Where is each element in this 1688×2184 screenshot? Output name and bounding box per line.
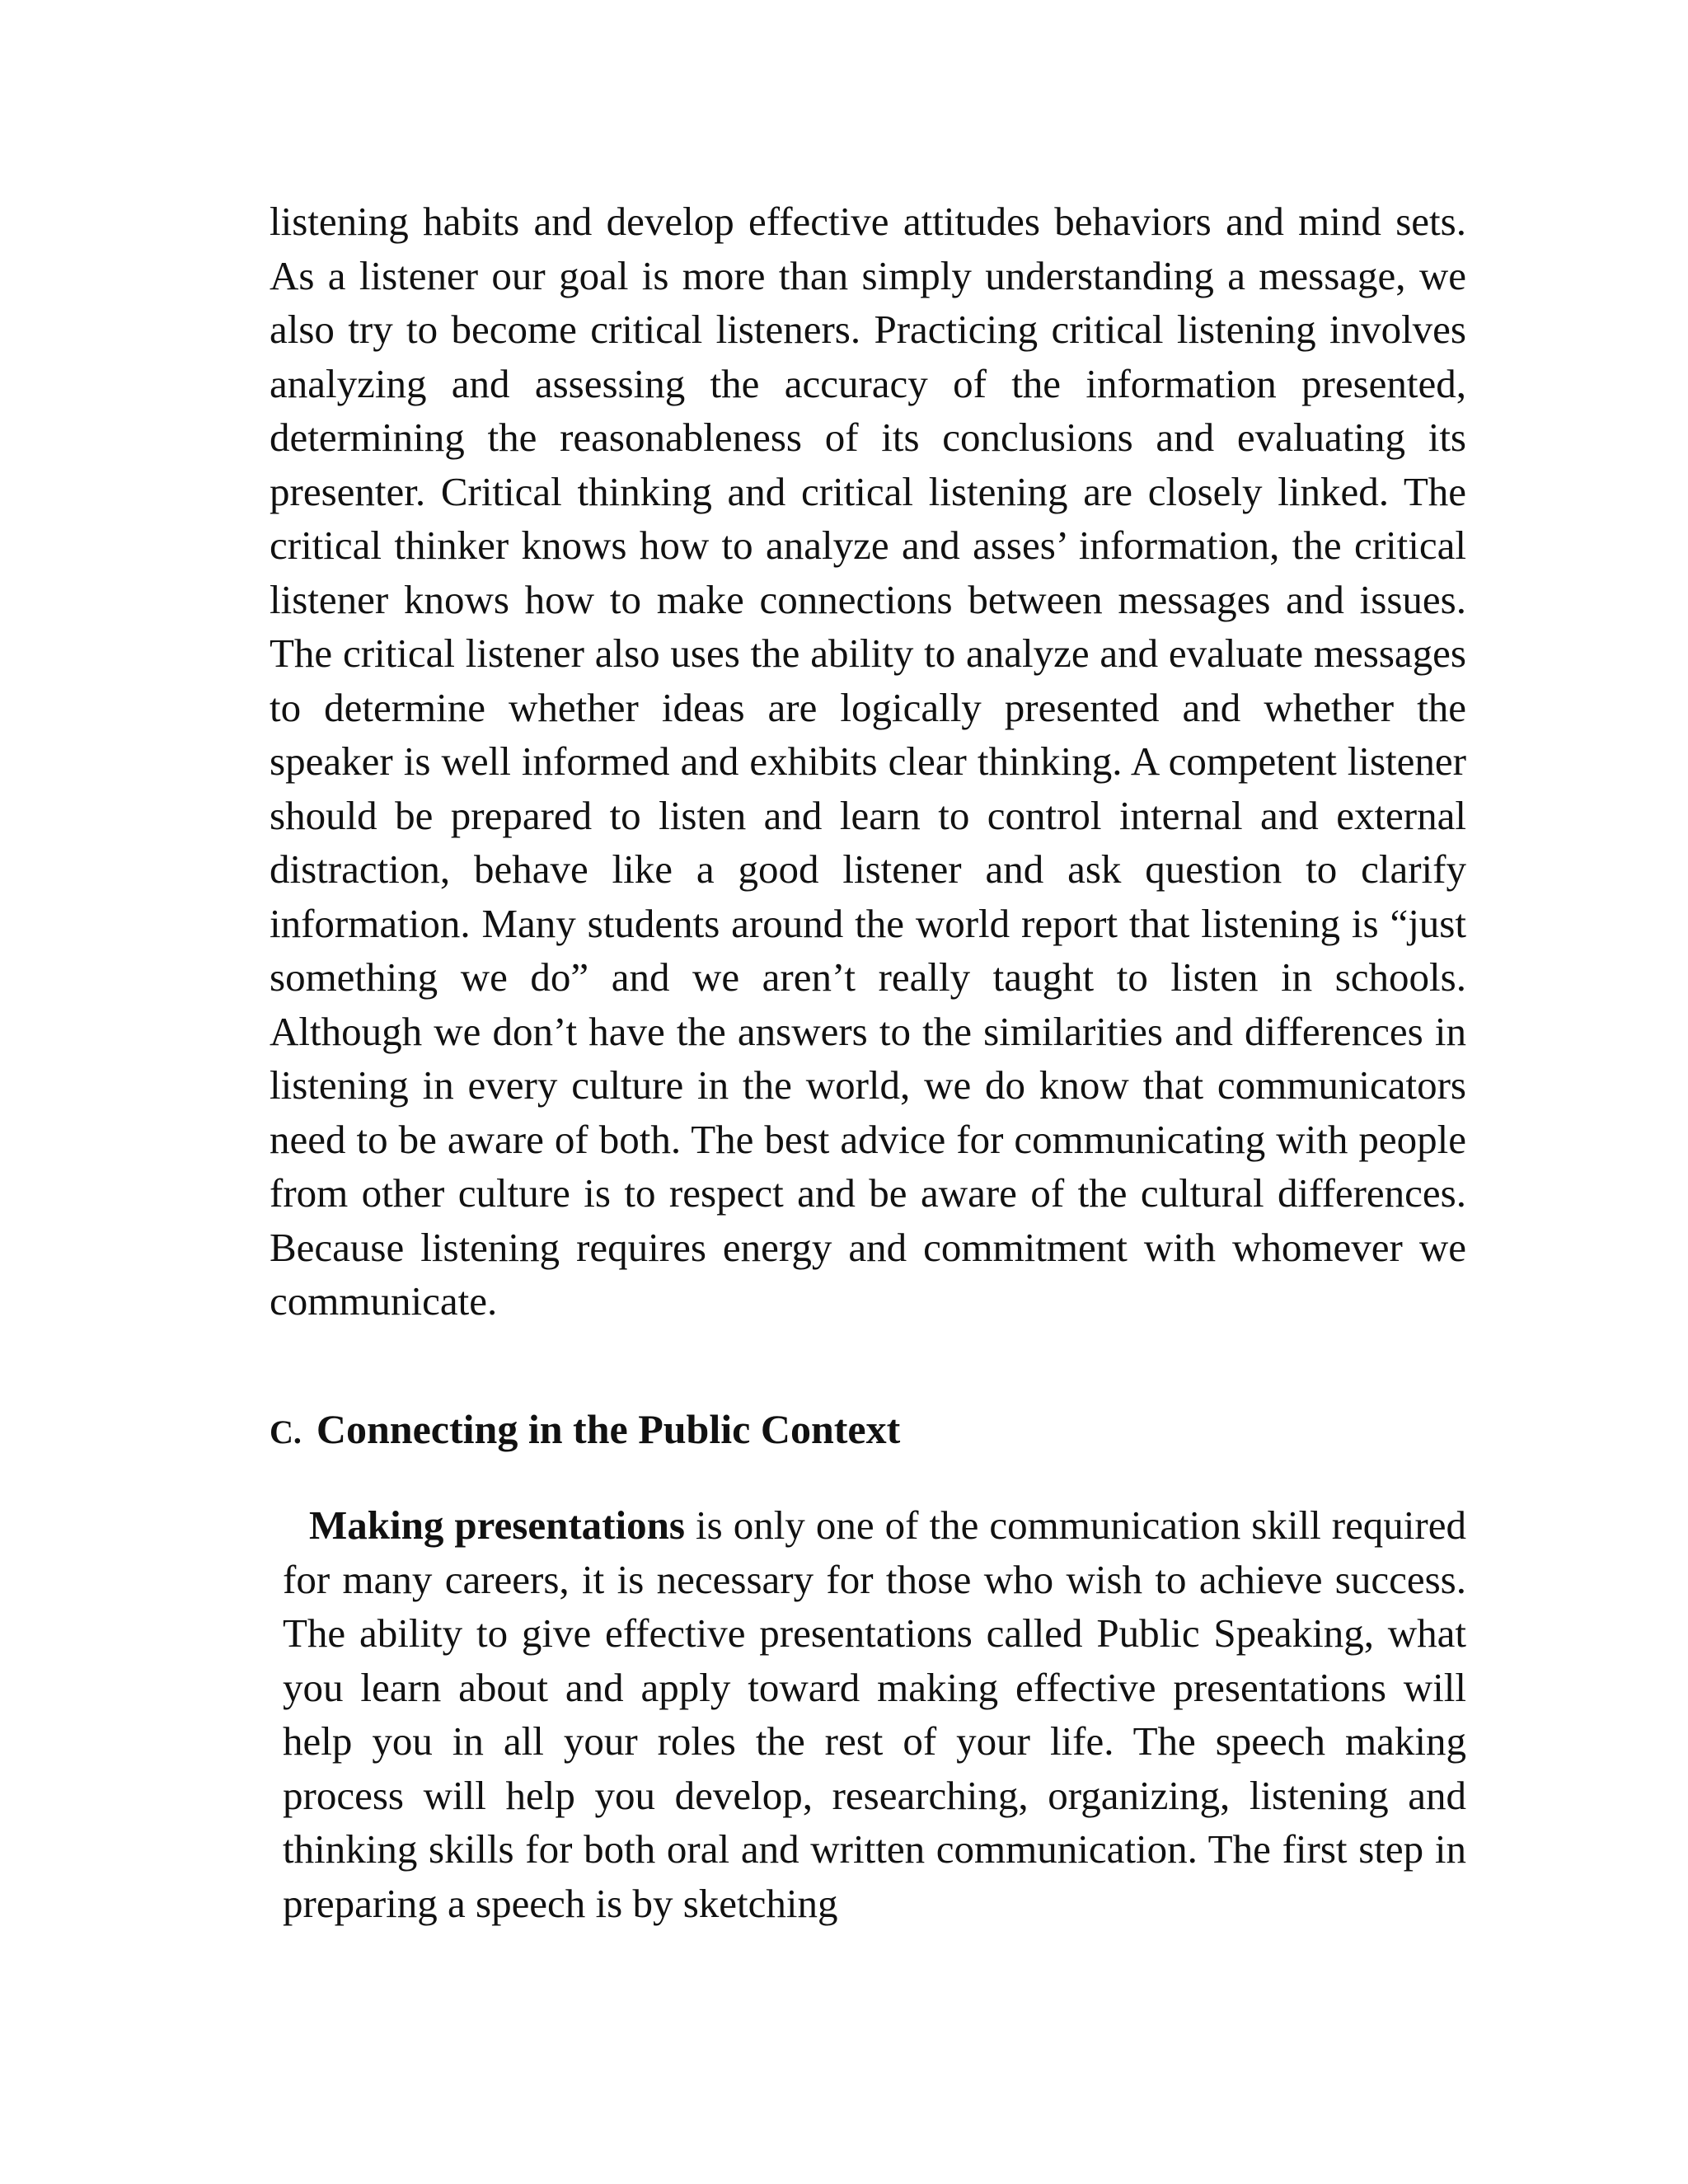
body-paragraph-listening: listening habits and develop effective attitudes behaviors and mind sets. As a listener our goal is more than simply understanding a message, we also try to become critical listeners. Practicing critical listening involves analyzing and assessing the accuracy of the information presented, determining the reasonableness of its conclusions and evaluating its presenter. Critical thinking and critical listening are closely linked. The critical thinker knows how to analyze and asses’ information, the critical listener knows how to make connections between messages and issues. The critical listener also uses the ability to analyze and evaluate messages to determine whether ideas are logically presented and whether the speaker is well informed and exhibits clear thinking. A competent listener should be prepared to listen and learn to control internal and external distraction, behave like a good listener and ask question to clarify information. Many students around the world report that listening is “just something we do” and we aren’t really taught to listen in schools. Although we don’t have the answers to the similarities and differences in listening in every culture in the world, we do know that communicators need to be aware of both. The best advice for communicating with people from other culture is to respect and be aware of the cultural differences. Because listening requires energy and commitment with whomever we communicate.: [270, 199, 1466, 1324]
section-letter: C.: [270, 1413, 302, 1451]
paragraph-text: is only one of the communication skill required for many careers, it is necessary for those who wish to achieve success. The ability to give effective presentations called Public Speaking, what you learn about and apply toward making effective presentations will help you in all your roles the rest of your life. The speech making process will help you develop, researching, organizing, listening and thinking skills for both oral and written communication. The first step in preparing a speech is by sketching: [283, 1502, 1466, 1926]
bold-lead-term: Making presentations: [309, 1502, 685, 1548]
section-title: Connecting in the Public Context: [316, 1406, 901, 1452]
section-heading: [270, 1403, 1466, 1459]
body-paragraph-presentations: [283, 1498, 1466, 1930]
